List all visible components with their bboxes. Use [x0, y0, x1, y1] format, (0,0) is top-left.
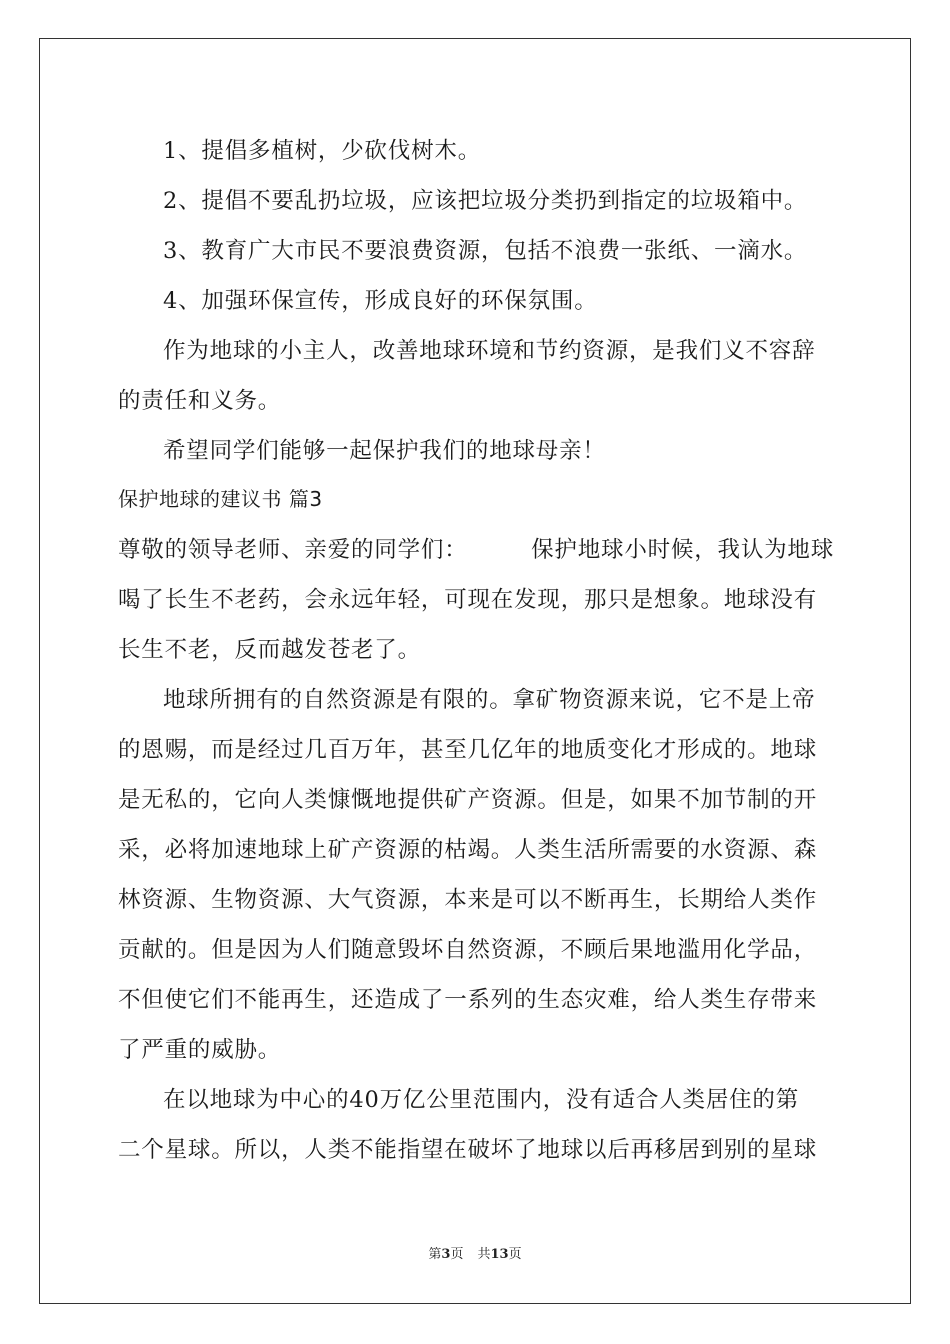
paragraph-line: 二个星球。所以，人类不能指望在破坏了地球以后再移居到别的星球: [118, 1137, 818, 1163]
paragraph-line: 的恩赐，而是经过几百万年，甚至几亿年的地质变化才形成的。地球: [118, 737, 818, 763]
paragraph-line: 在以地球为中心的40万亿公里范围内，没有适合人类居住的第: [163, 1087, 800, 1113]
list-item: 1、提倡多植树，少砍伐树木。: [163, 138, 482, 164]
list-item: 4、加强环保宣传，形成良好的环保氛围。: [163, 288, 598, 314]
total-prefix: 共: [477, 1247, 491, 1262]
page-prefix: 第: [428, 1247, 442, 1262]
paragraph-line: 贡献的。但是因为人们随意毁坏自然资源，不顾后果地滥用化学品，: [118, 937, 818, 963]
page-unit: 页: [450, 1247, 464, 1262]
list-item: 2、提倡不要乱扔垃圾，应该把垃圾分类扔到指定的垃圾箱中。: [163, 188, 808, 214]
total-unit: 页: [508, 1247, 522, 1262]
paragraph-line: 采，必将加速地球上矿产资源的枯竭。人类生活所需要的水资源、森: [118, 837, 818, 863]
section-heading: 保护地球的建议书 篇3: [118, 487, 323, 511]
page-total: 13: [490, 1247, 509, 1262]
paragraph-line: 希望同学们能够一起保护我们的地球母亲！: [163, 438, 606, 464]
paragraph-line: 尊敬的领导老师、亲爱的同学们： 保护地球小时候，我认为地球: [118, 537, 835, 563]
page-number: 3: [441, 1247, 451, 1262]
paragraph-line: 长生不老，反而越发苍老了。: [118, 637, 421, 663]
list-item: 3、教育广大市民不要浪费资源，包括不浪费一张纸、一滴水。: [163, 238, 808, 264]
paragraph-line: 作为地球的小主人，改善地球环境和节约资源，是我们义不容辞: [163, 338, 816, 364]
page-footer: [0, 1247, 950, 1263]
paragraph-line: 不但使它们不能再生，还造成了一系列的生态灾难，给人类生存带来: [118, 987, 818, 1013]
paragraph-line: 了严重的威胁。: [118, 1037, 282, 1063]
paragraph-line: 喝了长生不老药，会永远年轻，可现在发现，那只是想象。地球没有: [118, 587, 818, 613]
paragraph-line: 是无私的，它向人类慷慨地提供矿产资源。但是，如果不加节制的开: [118, 787, 818, 813]
paragraph-line: 地球所拥有的自然资源是有限的。拿矿物资源来说，它不是上帝: [163, 687, 816, 713]
paragraph-line: 的责任和义务。: [118, 388, 282, 414]
paragraph-line: 林资源、生物资源、大气资源，本来是可以不断再生，长期给人类作: [118, 887, 818, 913]
